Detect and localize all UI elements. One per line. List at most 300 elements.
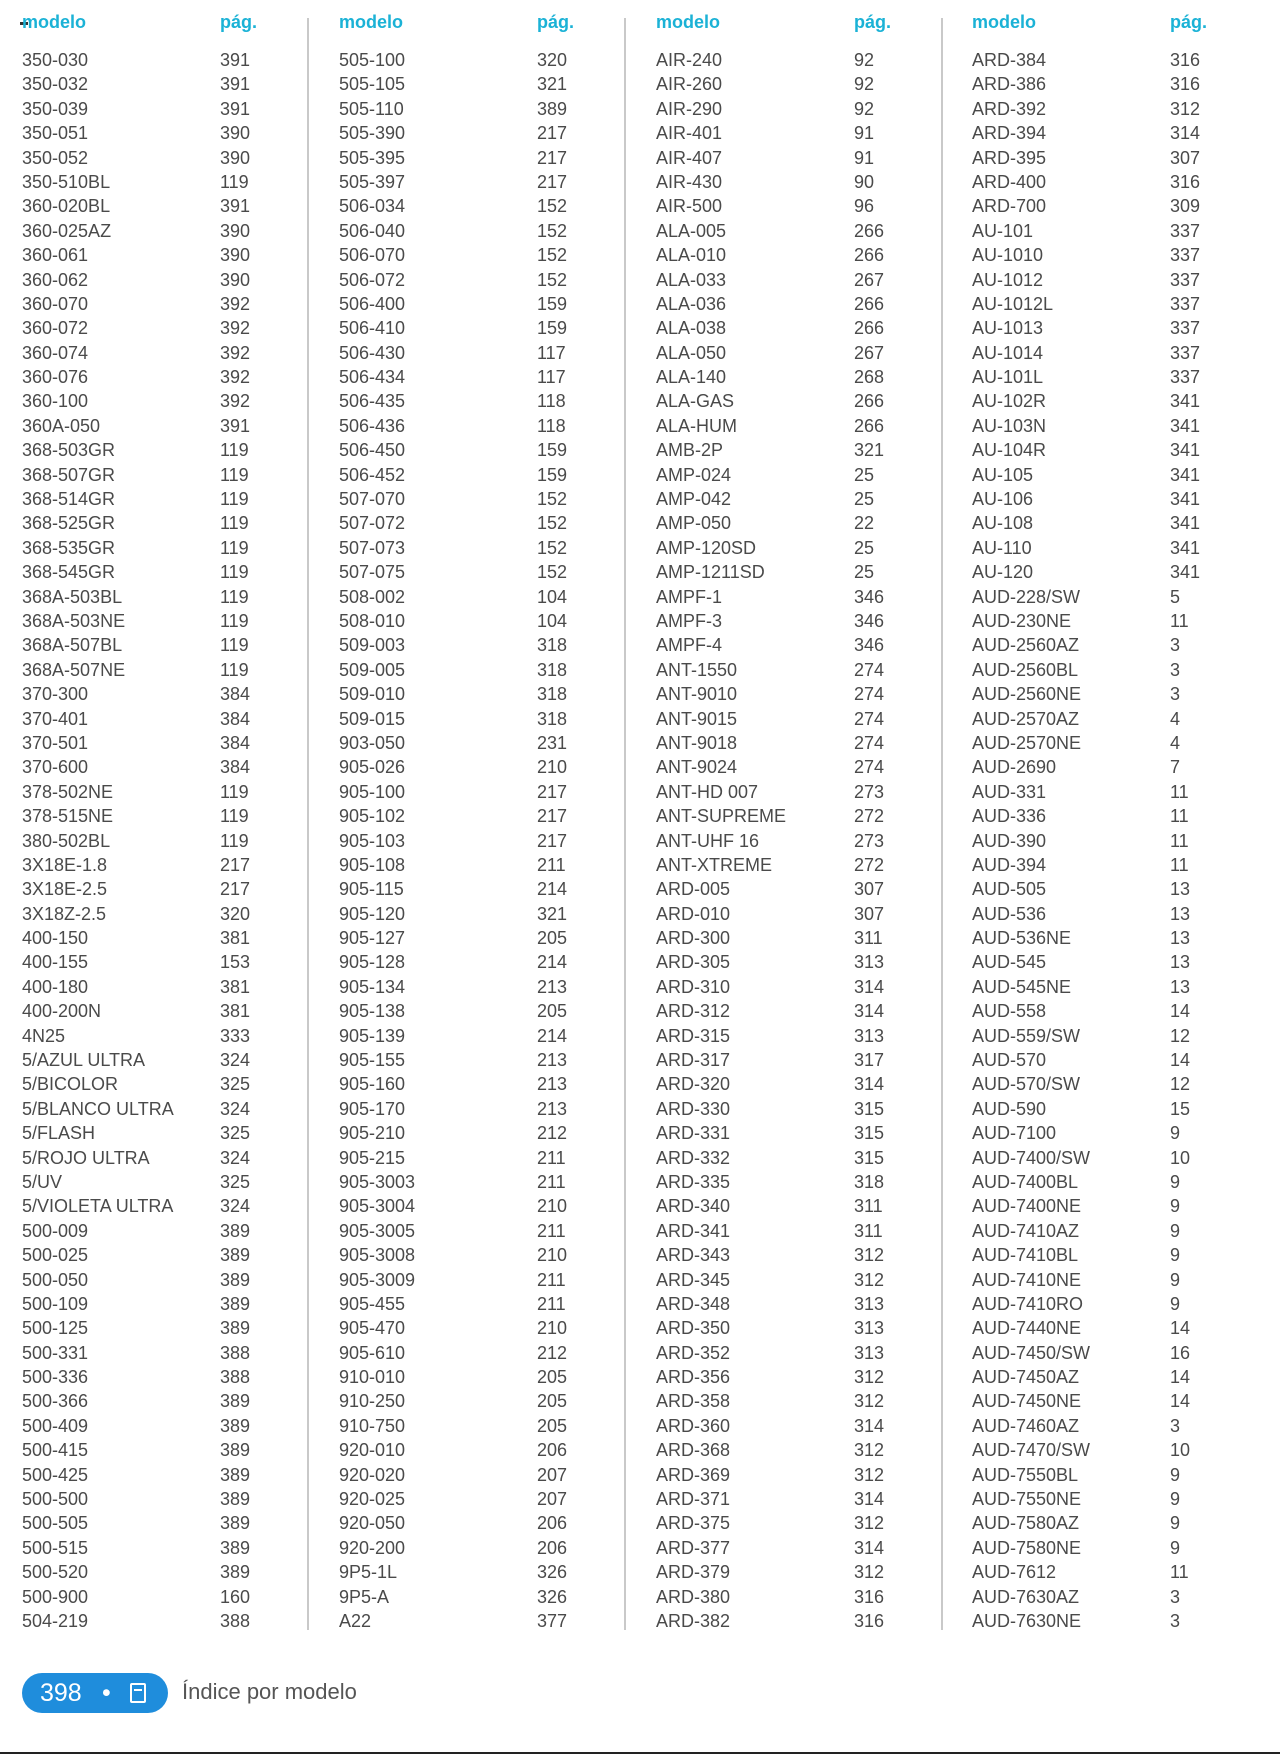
model-code: AU-1013 (972, 318, 1044, 339)
page-ref: 325 (220, 1123, 251, 1144)
page-ref: 312 (854, 1269, 885, 1290)
page-ref: 325 (220, 1171, 251, 1192)
page-ref: 337 (1170, 342, 1201, 363)
page-ref: 384 (220, 708, 251, 729)
model-code: 905-128 (339, 952, 406, 973)
column-separator (307, 18, 309, 1630)
page-ref: 390 (220, 147, 251, 168)
page-ref: 217 (537, 806, 568, 827)
page-ref: 206 (537, 1440, 568, 1461)
page-ref: 119 (220, 610, 249, 631)
page-ref: 231 (537, 732, 568, 753)
page-ref: 117 (537, 367, 566, 388)
model-code: 905-139 (339, 1025, 406, 1046)
model-code: AUD-7100 (972, 1123, 1057, 1144)
model-code: ARD-386 (972, 74, 1047, 95)
page-ref: 160 (220, 1586, 251, 1607)
model-code: 905-160 (339, 1074, 406, 1095)
model-code: 905-100 (339, 781, 406, 802)
page-ref: 152 (537, 220, 568, 241)
model-code: AUD-7612 (972, 1562, 1057, 1583)
page-ref: 22 (854, 513, 875, 534)
page-ref: 214 (537, 1025, 568, 1046)
model-code: 905-3004 (339, 1196, 416, 1217)
model-code: 506-452 (339, 464, 406, 485)
page-ref: 307 (854, 903, 885, 924)
model-code: 5/BICOLOR (22, 1074, 119, 1095)
page-ref: 384 (220, 757, 251, 778)
page-ref: 9 (1170, 1220, 1181, 1241)
model-code: ALA-033 (656, 269, 727, 290)
page-ref: 316 (854, 1586, 885, 1607)
model-code: 920-025 (339, 1489, 406, 1510)
model-code: 500-500 (22, 1489, 89, 1510)
model-code: 920-020 (339, 1464, 406, 1485)
model-code: AUD-570/SW (972, 1074, 1081, 1095)
page-ref: 3 (1170, 1611, 1181, 1631)
model-code: ALA-038 (656, 318, 727, 339)
model-code: 350-510BL (22, 171, 111, 192)
model-code: AUD-7460AZ (972, 1415, 1080, 1436)
page-ref: 119 (220, 806, 249, 827)
model-code: AUD-336 (972, 806, 1047, 827)
model-code: 500-900 (22, 1586, 89, 1607)
page-ref: 3 (1170, 1586, 1181, 1607)
page-ref: 14 (1170, 1391, 1191, 1412)
page-ref: 267 (854, 342, 885, 363)
page-ref: 390 (220, 245, 251, 266)
page-ref: 392 (220, 293, 251, 314)
page-ref: 268 (854, 367, 885, 388)
page-ref: 266 (854, 245, 885, 266)
model-code: 9P5-1L (339, 1562, 398, 1583)
page-ref: 217 (537, 830, 568, 851)
model-code: AUD-2570NE (972, 732, 1082, 753)
page-ref: 324 (220, 1147, 251, 1168)
model-code: 360A-050 (22, 415, 101, 436)
model-code: 368A-507NE (22, 659, 126, 680)
model-code: ARD-700 (972, 196, 1047, 217)
header-page: pág. (537, 12, 575, 32)
model-code: 400-200N (22, 1001, 102, 1022)
page-ref: 10 (1170, 1440, 1191, 1461)
model-code: 5/FLASH (22, 1123, 96, 1144)
model-code: 350-039 (22, 98, 89, 119)
model-code: 507-070 (339, 489, 406, 510)
model-code: AUD-536 (972, 903, 1047, 924)
model-code: 378-515NE (22, 806, 114, 827)
model-code: 506-400 (339, 293, 406, 314)
page-ref: 333 (220, 1025, 251, 1046)
page-ref: 311 (854, 1196, 883, 1217)
page-ref: 13 (1170, 879, 1191, 900)
page-ref: 388 (220, 1342, 251, 1363)
book-icon (130, 1683, 146, 1703)
model-code: 370-300 (22, 684, 89, 705)
page-ref: 90 (854, 171, 875, 192)
model-code: 509-010 (339, 684, 406, 705)
page-ref: 9 (1170, 1196, 1181, 1217)
page-ref: 337 (1170, 318, 1201, 339)
model-code: 500-125 (22, 1318, 89, 1339)
page-ref: 152 (537, 513, 568, 534)
page-ref: 266 (854, 293, 885, 314)
model-code: AIR-240 (656, 50, 723, 70)
model-code: 368-503GR (22, 440, 116, 461)
model-code: 505-397 (339, 171, 406, 192)
page-ref: 211 (537, 1171, 566, 1192)
page-ref: 159 (537, 464, 568, 485)
model-code: 500-109 (22, 1293, 89, 1314)
page-ref: 346 (854, 635, 885, 656)
model-code: 905-108 (339, 854, 406, 875)
model-code: AUD-7400NE (972, 1196, 1082, 1217)
page-ref: 315 (854, 1147, 885, 1168)
page-ref: 389 (220, 1562, 251, 1583)
page-ref: 307 (854, 879, 885, 900)
page-ref: 272 (854, 854, 885, 875)
page-ref: 392 (220, 391, 251, 412)
page-ref: 152 (537, 489, 568, 510)
model-code: 506-070 (339, 245, 406, 266)
page-ref: 341 (1170, 537, 1201, 558)
model-code: 350-051 (22, 123, 89, 144)
page-ref: 12 (1170, 1025, 1191, 1046)
page-ref: 266 (854, 318, 885, 339)
page-ref: 324 (220, 1050, 251, 1071)
page-ref: 119 (220, 635, 249, 656)
model-code: AMP-050 (656, 513, 732, 534)
model-code: 5/BLANCO ULTRA (22, 1098, 174, 1119)
page-ref: 11 (1170, 781, 1189, 802)
model-code: 360-070 (22, 293, 89, 314)
model-code: AU-101 (972, 220, 1034, 241)
page-ref: 391 (220, 50, 251, 70)
model-code: ARD-360 (656, 1415, 731, 1436)
model-code: ARD-369 (656, 1464, 731, 1485)
model-code: 360-074 (22, 342, 89, 363)
model-code: ARD-310 (656, 976, 731, 997)
model-code: ARD-395 (972, 147, 1047, 168)
model-code: ARD-375 (656, 1513, 731, 1534)
page-ref: 92 (854, 50, 875, 70)
model-code: 507-075 (339, 562, 406, 583)
model-code: 370-600 (22, 757, 89, 778)
model-code: 505-390 (339, 123, 406, 144)
page-ref: 207 (537, 1464, 568, 1485)
page-ref: 119 (220, 513, 249, 534)
model-code: 500-009 (22, 1220, 89, 1241)
model-code: 905-455 (339, 1293, 406, 1314)
model-code: AUD-390 (972, 830, 1047, 851)
model-code: 507-073 (339, 537, 406, 558)
page-ref: 9 (1170, 1537, 1181, 1558)
page-ref: 16 (1170, 1342, 1191, 1363)
page-ref: 13 (1170, 952, 1191, 973)
model-code: 500-515 (22, 1537, 89, 1558)
page-ref: 3 (1170, 635, 1181, 656)
model-code: AUD-7400/SW (972, 1147, 1091, 1168)
model-code: AMB-2P (656, 440, 724, 461)
model-code: 505-110 (339, 98, 404, 119)
model-code: 905-115 (339, 879, 404, 900)
page-ref: 119 (220, 171, 249, 192)
model-code: 5/ROJO ULTRA (22, 1147, 150, 1168)
page-ref: 341 (1170, 562, 1201, 583)
page-ref: 14 (1170, 1001, 1191, 1022)
model-code: 500-336 (22, 1367, 89, 1388)
model-code: AUD-7410NE (972, 1269, 1082, 1290)
model-code: AIR-407 (656, 147, 723, 168)
model-code: ARD-345 (656, 1269, 731, 1290)
model-code: 920-200 (339, 1537, 406, 1558)
page-ref: 266 (854, 415, 885, 436)
page-ref: 92 (854, 74, 875, 95)
model-code: 905-026 (339, 757, 406, 778)
model-code: 368-514GR (22, 489, 116, 510)
page-ref: 313 (854, 1025, 885, 1046)
page-ref: 316 (1170, 74, 1201, 95)
page-ref: 13 (1170, 976, 1191, 997)
model-code: 905-120 (339, 903, 406, 924)
page-ref: 119 (220, 489, 249, 510)
model-code: AMP-024 (656, 464, 732, 485)
model-code: 400-150 (22, 928, 89, 949)
page-ref: 12 (1170, 1074, 1191, 1095)
page-ref: 274 (854, 732, 885, 753)
model-code: ARD-368 (656, 1440, 731, 1461)
model-code: AUD-7440NE (972, 1318, 1082, 1339)
page-ref: 118 (537, 415, 566, 436)
model-code: 400-180 (22, 976, 89, 997)
page-ref: 152 (537, 245, 568, 266)
model-code: 500-415 (22, 1440, 89, 1461)
page-ref: 390 (220, 269, 251, 290)
page-ref: 388 (220, 1367, 251, 1388)
page-ref: 318 (854, 1171, 885, 1192)
model-code: 500-025 (22, 1245, 89, 1266)
model-code: ALA-010 (656, 245, 727, 266)
page-ref: 312 (854, 1464, 885, 1485)
model-code: ARD-332 (656, 1147, 731, 1168)
model-code: AUD-7450NE (972, 1391, 1082, 1412)
page-ref: 391 (220, 98, 251, 119)
model-code: 905-3008 (339, 1245, 416, 1266)
page-ref: 213 (537, 1074, 568, 1095)
page-ref: 210 (537, 1245, 568, 1266)
page-ref: 341 (1170, 489, 1201, 510)
page-ref: 25 (854, 537, 875, 558)
model-code: 505-100 (339, 50, 406, 70)
page-ref: 314 (854, 1074, 885, 1095)
page-ref: 9 (1170, 1513, 1181, 1534)
page-ref: 320 (220, 903, 251, 924)
page-ref: 10 (1170, 1147, 1191, 1168)
column-separator (941, 18, 943, 1630)
model-code: ARD-343 (656, 1245, 731, 1266)
page-ref: 337 (1170, 367, 1201, 388)
model-code: AMPF-3 (656, 610, 723, 631)
model-code: 905-215 (339, 1147, 406, 1168)
page-ref: 4 (1170, 732, 1181, 753)
model-code: 905-3003 (339, 1171, 416, 1192)
page-ref: 317 (854, 1050, 885, 1071)
page-ref: 316 (1170, 50, 1201, 70)
model-code: 400-155 (22, 952, 89, 973)
page-ref: 389 (220, 1489, 251, 1510)
model-code: AU-104R (972, 440, 1047, 461)
model-code: 505-105 (339, 74, 406, 95)
model-code: ARD-317 (656, 1050, 731, 1071)
model-code: AU-1012 (972, 269, 1044, 290)
page-ref: 312 (854, 1245, 885, 1266)
page-ref: 384 (220, 684, 251, 705)
model-code: AUD-331 (972, 781, 1047, 802)
page-ref: 205 (537, 1391, 568, 1412)
model-code: AU-1012L (972, 293, 1054, 314)
page-ref: 337 (1170, 220, 1201, 241)
page-ref: 324 (220, 1098, 251, 1119)
model-code: AUD-536NE (972, 928, 1072, 949)
page-ref: 341 (1170, 464, 1201, 485)
page-ref: 206 (537, 1537, 568, 1558)
model-code: ALA-GAS (656, 391, 735, 412)
model-code: 506-040 (339, 220, 406, 241)
page-ref: 389 (220, 1245, 251, 1266)
page-ref: 25 (854, 464, 875, 485)
model-code: AU-103N (972, 415, 1047, 436)
page-ref: 217 (537, 147, 568, 168)
model-code: 506-450 (339, 440, 406, 461)
model-code: 500-520 (22, 1562, 89, 1583)
model-code: AUD-2560AZ (972, 635, 1080, 656)
model-code: 368-525GR (22, 513, 116, 534)
model-code: AUD-2560BL (972, 659, 1079, 680)
page-ref: 307 (1170, 147, 1201, 168)
model-code: 360-025AZ (22, 220, 112, 241)
bullet: • (102, 1679, 111, 1707)
model-code: ARD-005 (656, 879, 731, 900)
page-ref: 316 (854, 1611, 885, 1631)
page-ref: 311 (854, 928, 883, 949)
model-code: 500-050 (22, 1269, 89, 1290)
page-ref: 91 (854, 123, 875, 144)
page-ref: 312 (854, 1367, 885, 1388)
page-ref: 389 (220, 1464, 251, 1485)
model-code: AUD-7580AZ (972, 1513, 1080, 1534)
page-ref: 9 (1170, 1269, 1181, 1290)
page-ref: 318 (537, 659, 568, 680)
model-code: 370-501 (22, 732, 89, 753)
page-ref: 388 (220, 1611, 251, 1631)
model-code: AU-101L (972, 367, 1044, 388)
model-code: ANT-SUPREME (656, 806, 787, 827)
page-ref: 119 (220, 562, 249, 583)
page-ref: 213 (537, 1050, 568, 1071)
page-ref: 314 (854, 1537, 885, 1558)
model-code: AUD-7550NE (972, 1489, 1082, 1510)
model-code: 506-435 (339, 391, 406, 412)
model-code: 360-100 (22, 391, 89, 412)
page-ref: 381 (220, 976, 251, 997)
model-code: 350-030 (22, 50, 89, 70)
model-code: 360-020BL (22, 196, 111, 217)
page-ref: 384 (220, 732, 251, 753)
model-code: ARD-305 (656, 952, 731, 973)
page-ref: 313 (854, 1342, 885, 1363)
model-code: 903-050 (339, 732, 406, 753)
page-ref: 389 (220, 1391, 251, 1412)
model-code: AU-110 (972, 537, 1032, 558)
model-code: 504-219 (22, 1611, 89, 1631)
page-ref: 266 (854, 220, 885, 241)
page-ref: 25 (854, 489, 875, 510)
page-ref: 267 (854, 269, 885, 290)
page-ref: 321 (537, 903, 568, 924)
model-code: 506-410 (339, 318, 406, 339)
model-code: AUD-230NE (972, 610, 1072, 631)
model-code: AUD-228/SW (972, 586, 1081, 607)
model-code: ARD-320 (656, 1074, 731, 1095)
model-code: AIR-260 (656, 74, 723, 95)
model-code: ARD-331 (656, 1123, 731, 1144)
page-ref: 314 (854, 1001, 885, 1022)
model-code: AUD-7400BL (972, 1171, 1079, 1192)
page-ref: 7 (1170, 757, 1181, 778)
model-code: 509-015 (339, 708, 406, 729)
page-ref: 119 (220, 781, 249, 802)
page-ref: 392 (220, 367, 251, 388)
model-code: AUD-7410AZ (972, 1220, 1080, 1241)
model-code: ANT-9018 (656, 732, 738, 753)
page-ref: 3 (1170, 659, 1181, 680)
page-ref: 211 (537, 1147, 566, 1168)
header-model: modelo (972, 12, 1037, 32)
page-ref: 217 (220, 854, 251, 875)
page-ref: 389 (220, 1318, 251, 1339)
model-code: AUD-2690 (972, 757, 1057, 778)
page-ref: 207 (537, 1489, 568, 1510)
page-ref: 309 (1170, 196, 1201, 217)
model-code: ALA-HUM (656, 415, 738, 436)
page-ref: 314 (1170, 123, 1201, 144)
header-page: pág. (854, 12, 892, 32)
page-ref: 214 (537, 952, 568, 973)
model-code: ARD-340 (656, 1196, 731, 1217)
model-code: ARD-371 (656, 1489, 731, 1510)
model-code: 360-072 (22, 318, 89, 339)
model-code: 500-505 (22, 1513, 89, 1534)
model-code: 368-535GR (22, 537, 116, 558)
model-code: 368A-503BL (22, 586, 123, 607)
model-code: ARD-312 (656, 1001, 731, 1022)
model-code: 905-3009 (339, 1269, 416, 1290)
page-ref: 312 (854, 1391, 885, 1412)
page-ref: 341 (1170, 391, 1201, 412)
page-ref: 104 (537, 610, 568, 631)
model-code: 508-002 (339, 586, 406, 607)
page-ref: 9 (1170, 1123, 1181, 1144)
page-ref: 210 (537, 757, 568, 778)
page-ref: 324 (220, 1196, 251, 1217)
model-code: AMPF-4 (656, 635, 723, 656)
page-ref: 318 (537, 684, 568, 705)
page-ref: 91 (854, 147, 875, 168)
page-ref: 213 (537, 1098, 568, 1119)
model-code: 920-050 (339, 1513, 406, 1534)
page-ref: 159 (537, 318, 568, 339)
page-ref: 9 (1170, 1489, 1181, 1510)
